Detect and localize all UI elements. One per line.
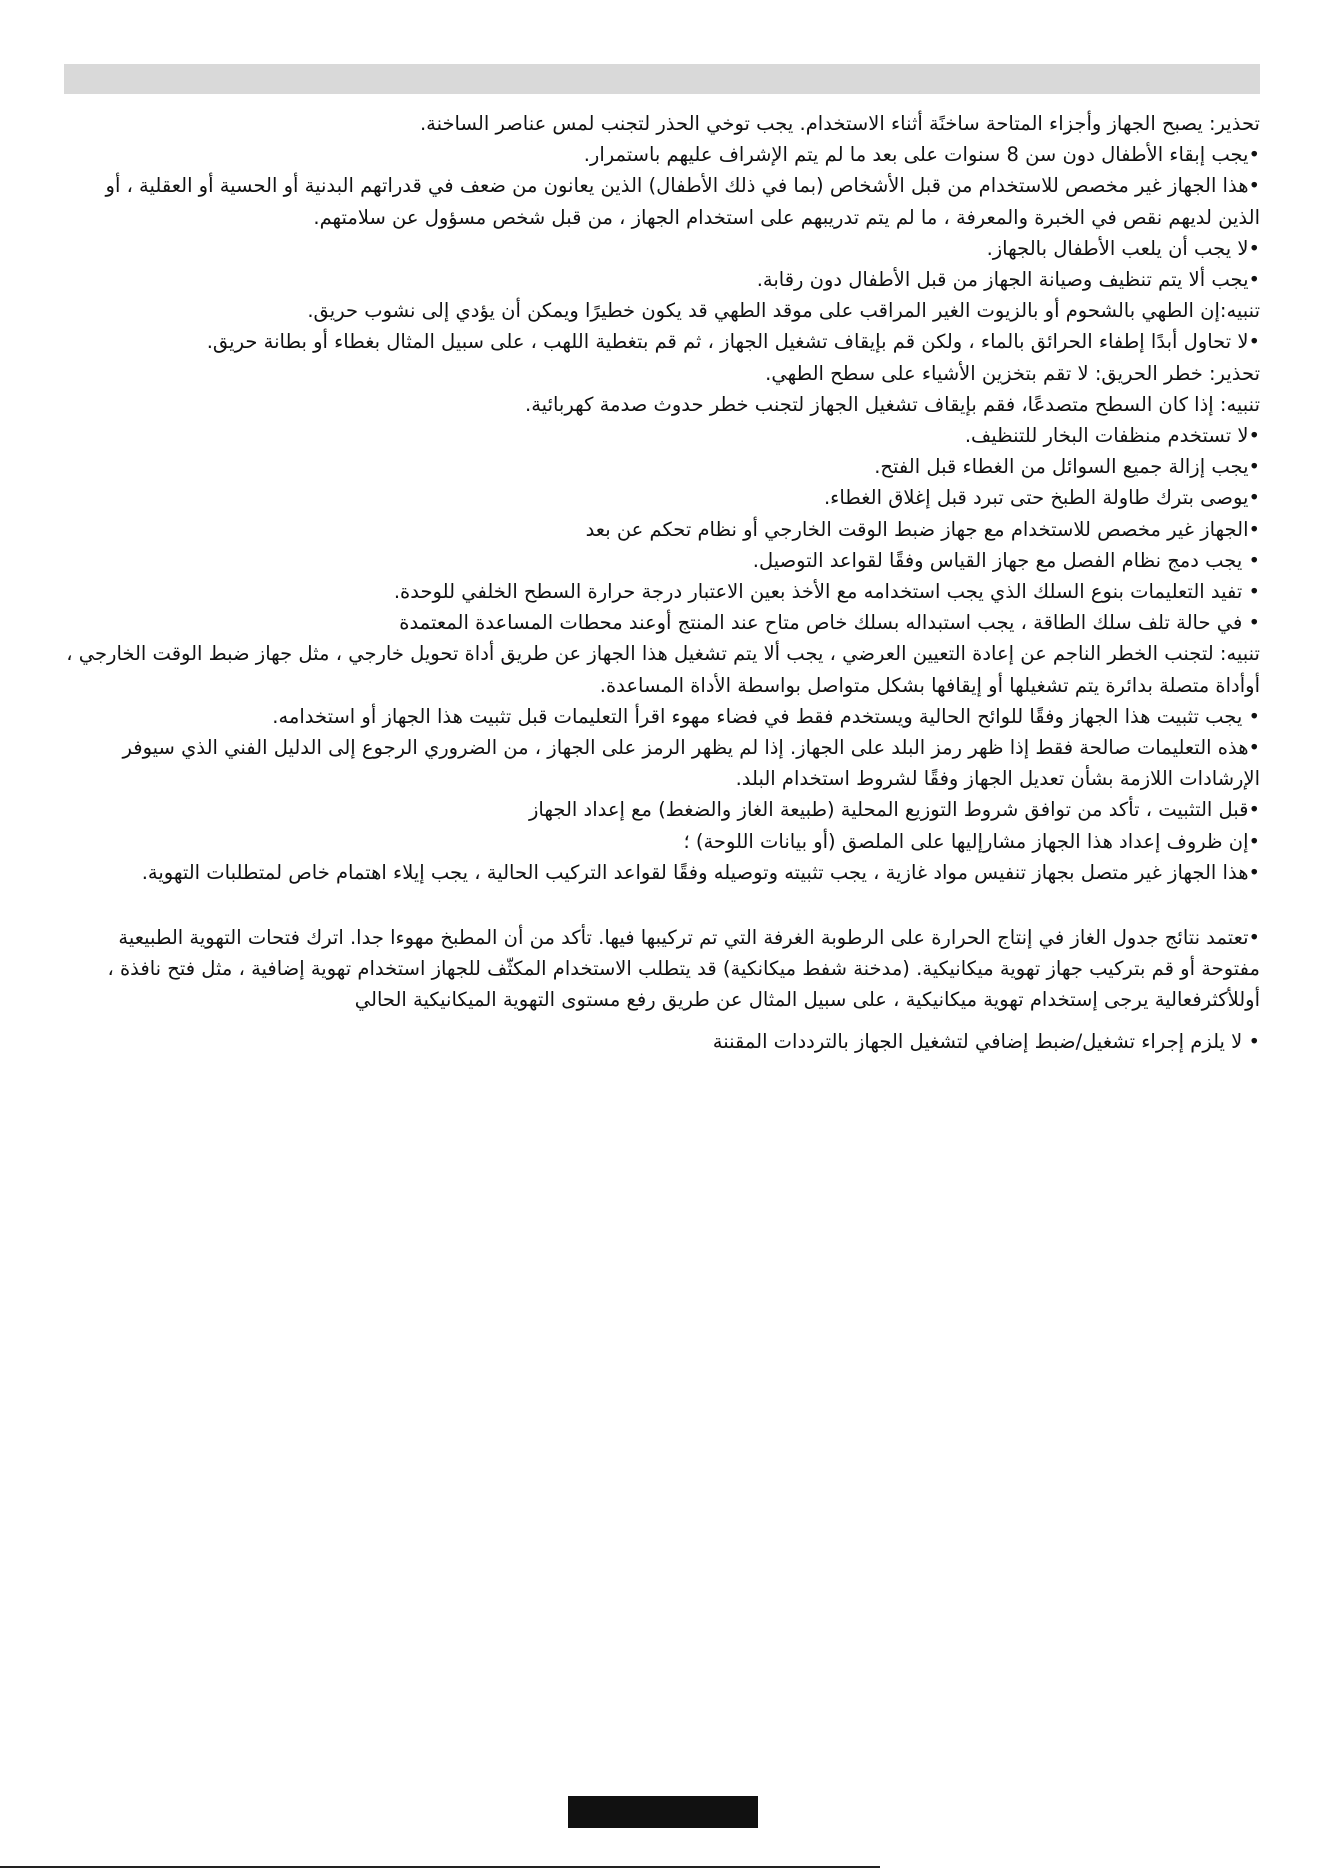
disconnection-note: • يجب دمج نظام الفصل مع جهاز القياس وفقًا لقواعد التوصيل. (752, 548, 1260, 572)
bottom-rule (0, 1866, 880, 1868)
children-play-note: •لا يجب أن يلعب الأطفال بالجهاز. (986, 236, 1260, 260)
children-cleaning-note: •يجب ألا يتم تنظيف وصيانة الجهاز من قبل الأطفال دون رقابة. (756, 268, 1260, 292)
steam-cleaner-note: •لا تستخدم منظفات البخار للتنظيف. (964, 424, 1260, 448)
ventilation-requirements-note: •هذا الجهاز غير متصل بجهاز تنفيس مواد غازية ، يجب تثبيته وتوصيله وفقًا لقواعد التركيب الحالية ، يجب إيلاء اهتمام خاص لمتطلبات التهوية. (141, 860, 1260, 884)
external-timer-note: •الجهاز غير مخصص للاستخدام مع جهاز ضبط الوقت الخارجي أو نظام تحكم عن بعد (585, 517, 1260, 541)
rating-plate-note: •إن ظروف إعداد هذا الجهاز مشارإليها على الملصق (أو بيانات اللوحة) ؛ (683, 829, 1260, 853)
warning-hot-parts: تحذير: يصبح الجهاز وأجزاء المتاحة ساخنًة أثناء الاستخدام. يجب توخي الحذر لتجنب لمس عناصر الساخنة. (419, 112, 1260, 135)
power-cord-damage-note: • في حالة تلف سلك الطاقة ، يجب استبداله بسلك خاص متاح عند المنتج أوعند محطات المساعدة المعتمدة (399, 611, 1260, 635)
header-bar (64, 64, 1260, 94)
children-supervision-note: •يجب إبقاء الأطفال دون سن 8 سنوات على بعد ما لم يتم الإشراف عليهم باستمرار. (583, 143, 1260, 167)
installation-regulations-note: • يجب تثبيت هذا الجهاز وفقًا للوائح الحالية ويستخدم فقط في فضاء مهوء اقرأ التعليمات قبل تثبيت هذا الجهاز أو استخدامه. (272, 704, 1260, 728)
page-number-block (568, 1796, 758, 1828)
fire-water-note: •لا تحاول أبدًا إطفاء الحرائق بالماء ، ولكن قم بإيقاف تشغيل الجهاز ، ثم قم بتغطية اللهب ، على سبيل المثال بغطاء أو بطانة حريق. (206, 330, 1260, 354)
country-code-note: •هذه التعليمات صالحة فقط إذا ظهر رمز البلد على الجهاز. إذا لم يظهر الرمز على الجهاز ، من الضروري الرجوع إلى الدليل الفني الذي سيوفر الإرشادات اللازمة بشأن تعديل الجهاز وفقًا لشروط استخدام البلد. (122, 736, 1260, 791)
caution-cracked-surface: تنبيه: إذا كان السطح متصدعًا، فقم بإيقاف تشغيل الجهاز لتجنب خطر حدوث صدمة كهربائية. (525, 392, 1260, 416)
cable-type-note: • تفيد التعليمات بنوع السلك الذي يجب استخدامه مع الأخذ بعين الاعتبار درجة حرارة السطح الخلفي للوحدة. (393, 580, 1260, 604)
no-extra-adjustment-note: • لا يلزم إجراء تشغيل/ضبط إضافي لتشغيل الجهاز بالترددات المقننة (712, 1029, 1260, 1053)
local-distribution-note: •قبل التثبيت ، تأكد من توافق شروط التوزيع المحلية (طبيعة الغاز والضغط) مع إعداد الجهاز (529, 798, 1260, 822)
section-gap (64, 888, 1260, 922)
document-body (64, 108, 1260, 1057)
room-ventilation-note: •تعتمد نتائج جدول الغاز في إنتاج الحرارة على الرطوبة الغرفة التي تم تركيبها فيها. تأكد من أن المطبخ مهوءا جدا. اترك فتحات التهوية الطبيعية مفتوحة أو قم بتركيب جهاز تهوية ميكانيكية. (مدخنة شفط ميكانكية) قد يتطلب الاستخدام المكثّف للجهاز استخدام تهوية إضافية ، مثل فتح نافذة ، أوللأكثرفعالية يرجى إستخدام تهوية ميكانيكية ، على سبيل المثال عن طريق رفع مستوى التهوية الميكانيكية الحالي (107, 926, 1260, 1012)
cool-before-closing-note: •يوصى بترك طاولة الطبخ حتى تبرد قبل إغلاق الغطاء. (823, 486, 1260, 510)
warning-fire-storage: تحذير: خطر الحريق: لا تقم بتخزين الأشياء على سطح الطهي. (765, 361, 1260, 385)
remove-liquids-note: •يجب إزالة جميع السوائل من الغطاء قبل الفتح. (874, 455, 1260, 479)
paragraph-gap (64, 1016, 1260, 1026)
caution-grease-fire: تنبيه:إن الطهي بالشحوم أو بالزيوت الغير المراقب على موقد الطهي قد يكون خطيرًا ويمكن أن يؤدي إلى نشوب حريق. (307, 299, 1260, 323)
caution-thermal-cutout: تنبيه: لتجنب الخطر الناجم عن إعادة التعيين العرضي ، يجب ألا يتم تشغيل هذا الجهاز عن طريق أداة تحويل خارجي ، مثل جهاز ضبط الوقت الخارجي ، أوأداة متصلة بدائرة يتم تشغيلها أو إيقافها بشكل متواصل بواسطة الأداة المساعدة. (66, 642, 1260, 697)
reduced-capability-note: •هذا الجهاز غير مخصص للاستخدام من قبل الأشخاص (بما في ذلك الأطفال) الذين يعانون من ضعف في قدراتهم البدنية أو الحسية أو العقلية ، أو الذين لديهم نقص في الخبرة والمعرفة ، ما لم يتم تدريبهم على استخدام الجهاز ، من قبل شخص مسؤول عن سلامتهم. (105, 174, 1260, 229)
